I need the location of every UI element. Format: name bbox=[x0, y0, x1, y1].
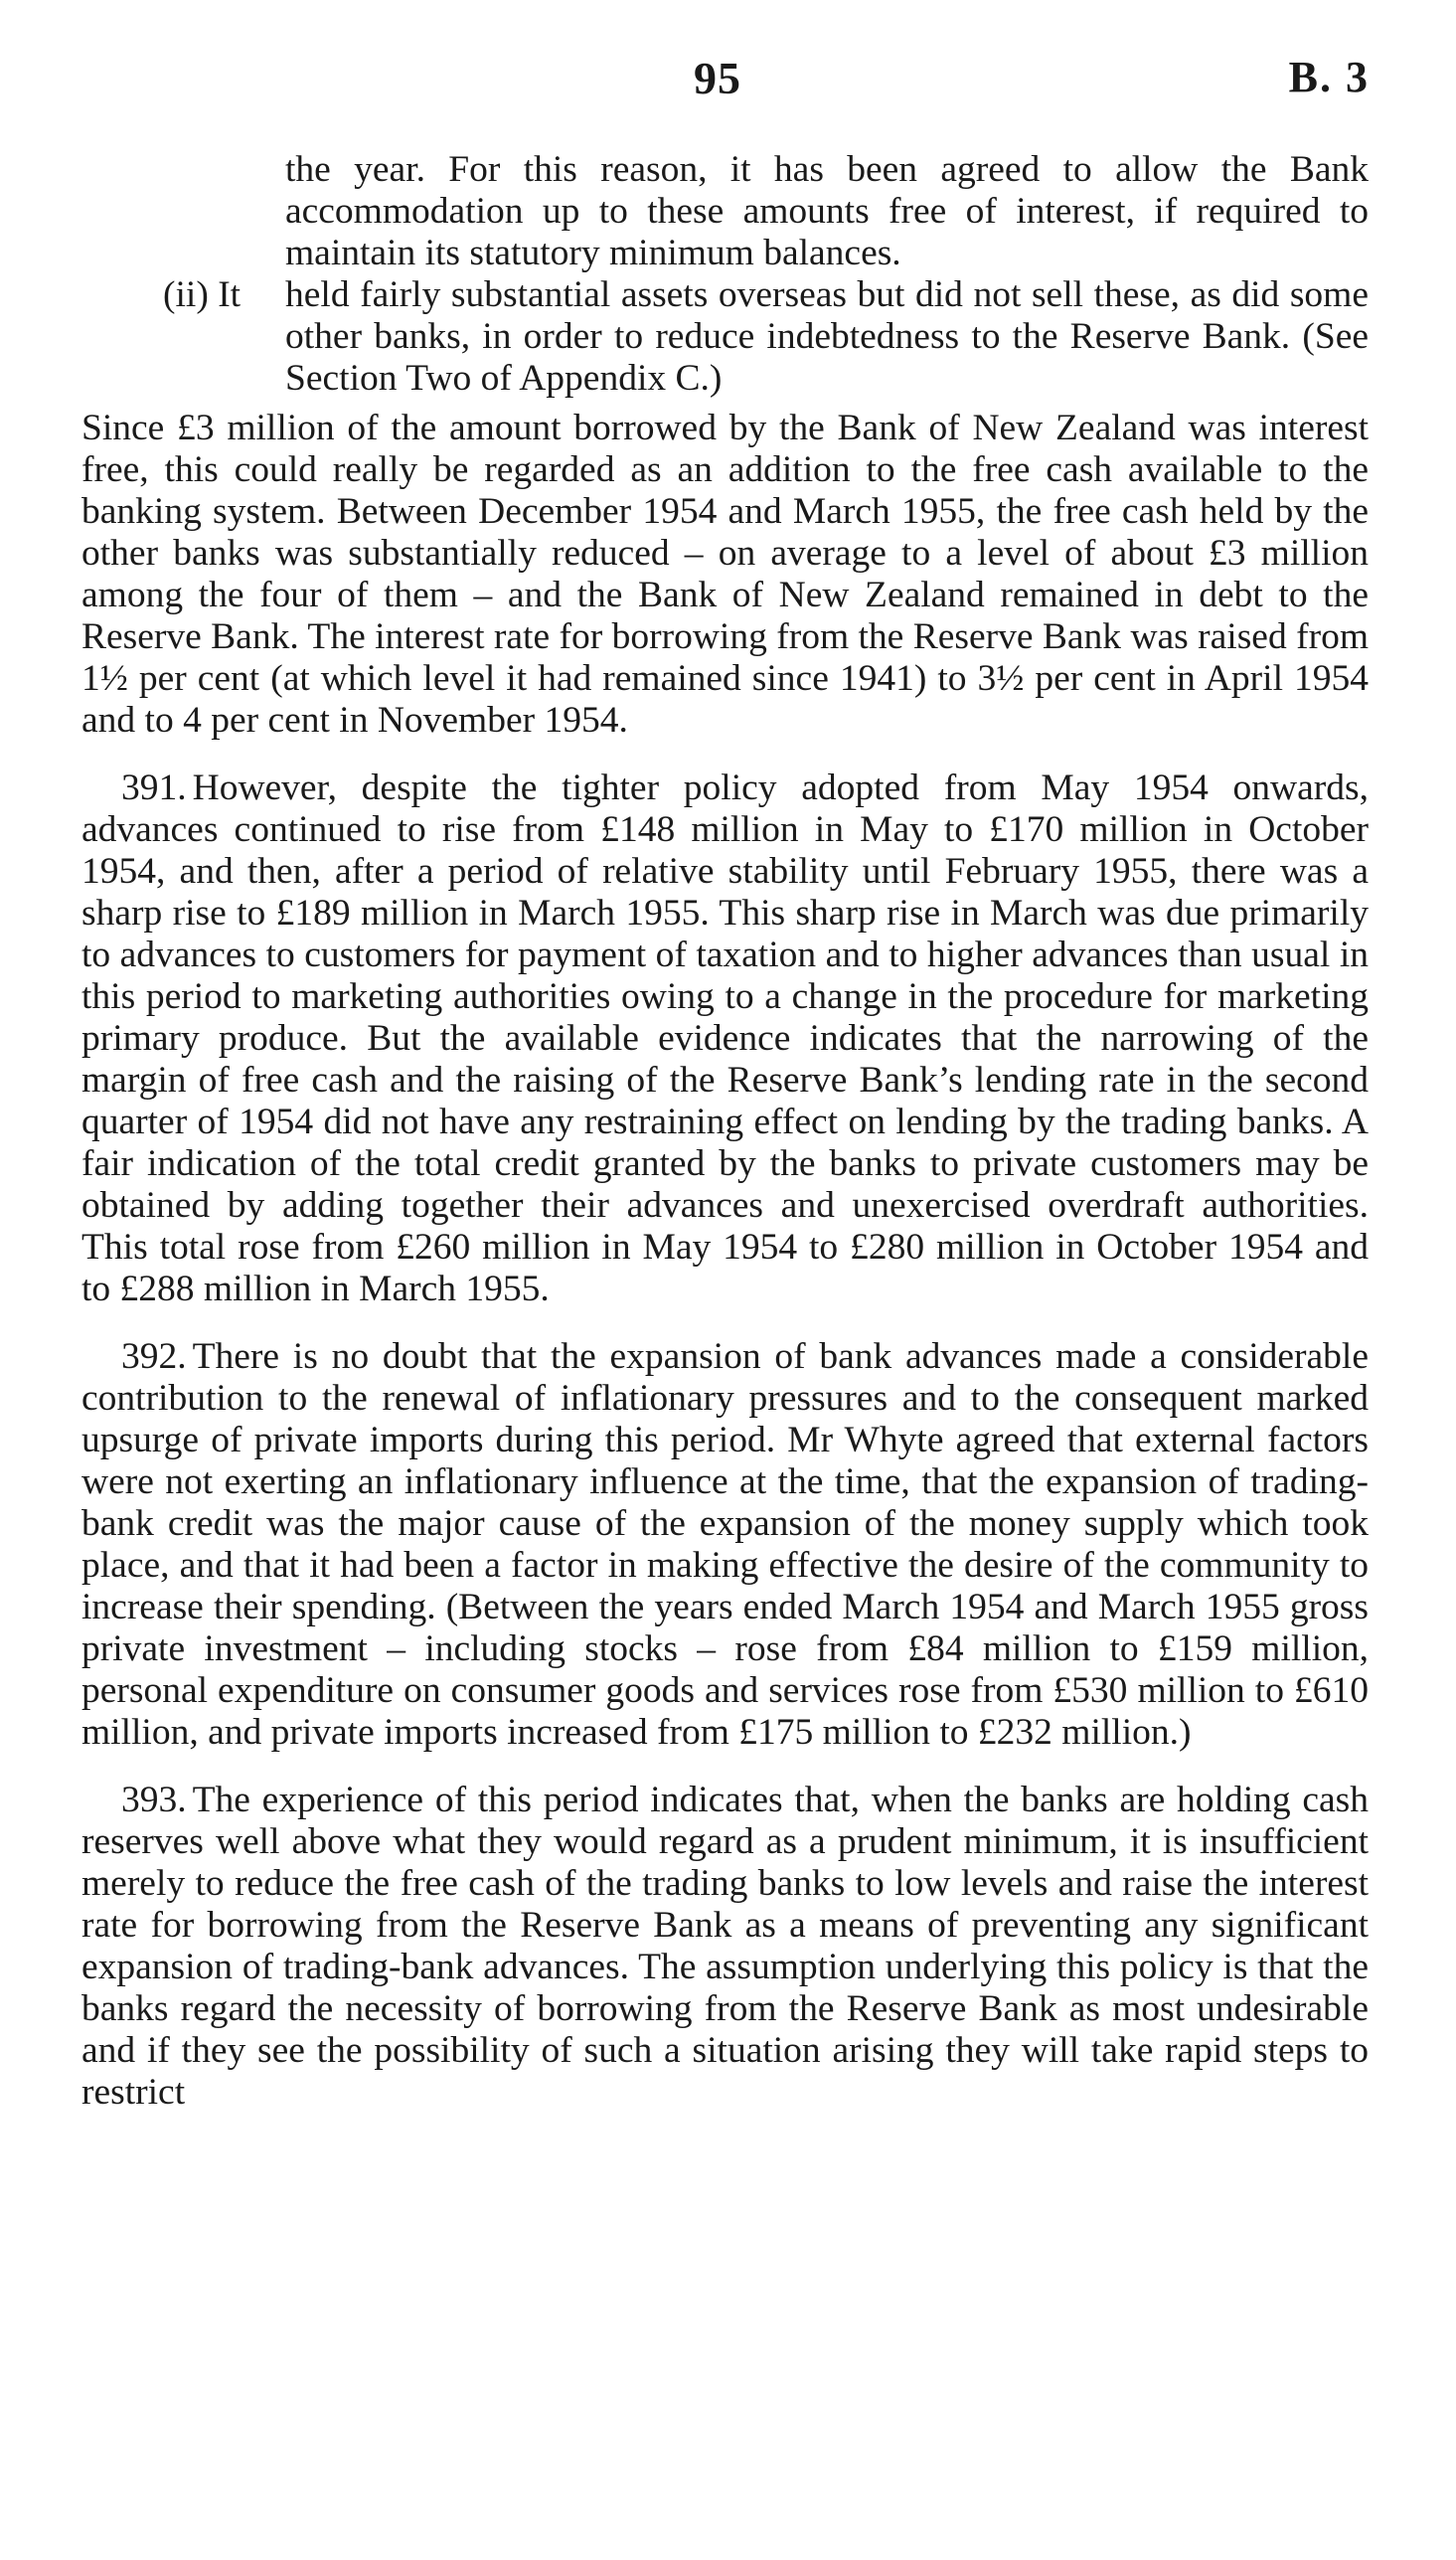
list-item-text: held fairly substantial assets overseas but did not sell these, as did some other banks, in order to reduce indebtedness to the Reserve Bank. (See Section Two of Appendix C.) bbox=[285, 274, 1369, 399]
paragraph-number: 392. bbox=[121, 1336, 187, 1377]
paragraph-392 bbox=[81, 1336, 1369, 1754]
document-code: B. 3 bbox=[1288, 53, 1370, 101]
paragraph-number: 393. bbox=[121, 1780, 187, 1820]
paragraph-390-conclusion: Since £3 million of the amount borrowed by the Bank of New Zealand was interest free, this could really be regarded as an addition to the free cash available to the banking system. Between December 1954 and March 1955, the free cash held by the other banks was substantially reduced – on average to a level of about £3 million among the four of them – and the Bank of New Zealand remained in debt to the Reserve Bank. The interest rate for borrowing from the Reserve Bank was raised from 1½ per cent (at which level it had remained since 1941) to 3½ per cent in April 1954 and to 4 per cent in November 1954. bbox=[81, 408, 1369, 741]
paragraph-text: There is no doubt that the expansion of bank advances made a considerable contribution to the renewal of inflationary pressures and to the consequent marked upsurge of private imports during this period. Mr Whyte agreed that external factors were not exerting an inflationary influence at the time, that the expansion of trading-bank credit was the major cause of the expansion of the money supply which took place, and that it had been a factor in making effective the desire of the community to increase their spending. (Between the years ended March 1954 and March 1955 gross private investment – including stocks – rose from £84 million to £159 million, personal expenditure on consumer goods and services rose from £530 million to £610 million, and private imports increased from £175 million to £232 million.) bbox=[81, 1336, 1369, 1753]
paragraph-number: 391. bbox=[121, 768, 187, 808]
continuation-paragraph: the year. For this reason, it has been agreed to allow the Bank accommodation up to these amounts free of interest, if required to maintain its statutory minimum balances. bbox=[285, 149, 1369, 273]
paragraph-393 bbox=[81, 1780, 1369, 2114]
page-header bbox=[0, 52, 1456, 111]
paragraph-text: However, despite the tighter policy adopted from May 1954 onwards, advances continued to rise from £148 million in May to £170 million in October 1954, and then, after a period of relative stability until February 1955, there was a sharp rise to £189 million in March 1955. This sharp rise in March was due primarily to advances to customers for payment of taxation and to higher advances than usual in this period to marketing authorities owing to a change in the procedure for marketing primary produce. But the available evidence indicates that the narrowing of the margin of free cash and the raising of the Reserve Bank’s lending rate in the second quarter of 1954 did not have any restraining effect on lending by the trading banks. A fair indication of the total credit granted by the banks to private customers may be obtained by adding together their advances and unexercised overdraft authorities. This total rose from £260 million in May 1954 to £280 million in October 1954 and to £288 million in March 1955. bbox=[81, 768, 1369, 1309]
paragraph-text: The experience of this period indicates that, when the banks are holding cash reserves well above what they would regard as a prudent minimum, it is insufficient merely to reduce the free cash of the trading banks to low levels and raise the interest rate for borrowing from the Reserve Bank as a means of preventing any significant expansion of trading-bank advances. The assumption underlying this policy is that the banks regard the necessity of borrowing from the Reserve Bank as most undesirable and if they see the possibility of such a situation arising they will take rapid steps to restrict bbox=[81, 1780, 1369, 2113]
page-body bbox=[81, 149, 1369, 2139]
page-number: 95 bbox=[694, 53, 741, 103]
list-item-ii bbox=[81, 274, 1369, 400]
list-item-marker: (ii) It bbox=[163, 274, 242, 315]
paragraph-391 bbox=[81, 768, 1369, 1310]
